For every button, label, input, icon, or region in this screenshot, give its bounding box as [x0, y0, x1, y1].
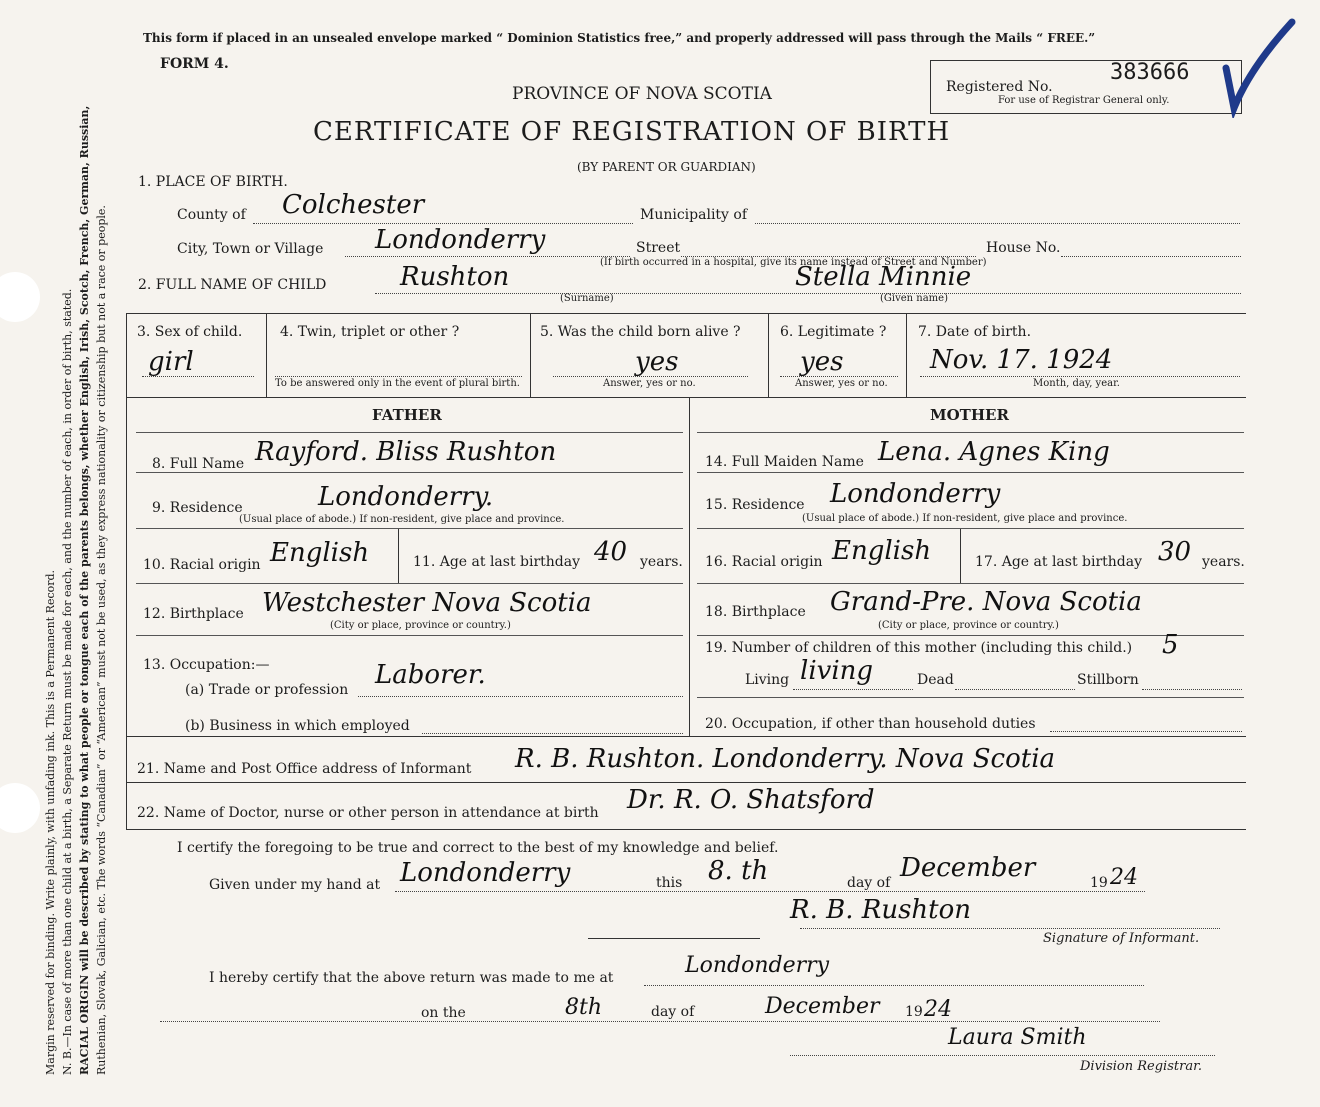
rule-father-residence — [136, 528, 683, 529]
county-line — [253, 223, 633, 224]
divider-4-5 — [530, 314, 531, 397]
form-number: FORM 4. — [160, 56, 229, 72]
rule-mother-racial — [697, 583, 1244, 584]
mother-age-label: 17. Age at last birthday — [975, 554, 1143, 570]
side-notes — [42, 106, 110, 1075]
father-age-value: 40 — [594, 537, 628, 567]
registrar-caption: Division Registrar. — [1080, 1059, 1202, 1074]
doctor-label: 22. Name of Doctor, nurse or other person in attendance at birth — [137, 805, 599, 821]
surname-caption: (Surname) — [560, 293, 614, 304]
sex-value: girl — [148, 347, 194, 377]
divider-6-7 — [906, 314, 907, 397]
signature-line — [800, 928, 1220, 929]
rule-doctor — [126, 829, 1246, 830]
registrar-on-the: on the — [421, 1005, 466, 1021]
document-title: CERTIFICATE OF REGISTRATION OF BIRTH — [313, 117, 951, 147]
registrar-signature: Laura Smith — [948, 1025, 1087, 1050]
given-place: Londonderry — [400, 858, 571, 888]
father-birthplace-label: 12. Birthplace — [143, 606, 244, 622]
legitimate-value: yes — [800, 347, 844, 377]
side-note-4: Ruthenian, Slovak, Galician, etc. The words “Canadian” or “American” must not be used, as they express nationality or citizenship but not a race or people. — [95, 205, 108, 1075]
father-age-label: 11. Age at last birthday — [413, 554, 581, 570]
mother-abode-note: (Usual place of abode.) If non-resident, give place and province. — [802, 513, 1128, 524]
registrar-text: I hereby certify that the above return was made to me at — [209, 970, 614, 986]
sex-label: 3. Sex of child. — [137, 324, 243, 340]
mother-occupation-line — [1050, 731, 1242, 732]
rule-father-name — [136, 472, 683, 473]
legitimate-label: 6. Legitimate ? — [780, 324, 887, 340]
father-name-label: 8. Full Name — [152, 456, 245, 472]
signature-caption: Signature of Informant. — [1043, 931, 1200, 946]
living-label: Living — [745, 672, 790, 688]
rule-parents-bottom — [126, 736, 1246, 737]
business-line — [422, 733, 683, 734]
mother-years-label: years. — [1202, 554, 1245, 570]
registrar-place-line — [644, 985, 1144, 986]
municipality-line — [755, 223, 1240, 224]
father-residence-label: 9. Residence — [152, 500, 243, 516]
mother-occupation-label: 20. Occupation, if other than household duties — [705, 716, 1036, 732]
mother-residence-label: 15. Residence — [705, 497, 805, 513]
mother-heading: MOTHER — [930, 406, 1009, 424]
child-surname: Rushton — [400, 262, 510, 292]
registrar-note: For use of Registrar General only. — [998, 95, 1170, 106]
father-racial-value: English — [270, 538, 370, 568]
divider-3-4 — [266, 314, 267, 397]
dob-label: 7. Date of birth. — [918, 324, 1032, 340]
father-birthplace-value: Westchester Nova Scotia — [262, 588, 592, 618]
certify-text: I certify the foregoing to be true and correct to the best of my knowledge and belief. — [177, 840, 779, 856]
children-count-value: 5 — [1162, 630, 1179, 660]
mother-residence-value: Londonderry — [830, 479, 1001, 509]
father-years-label: years. — [640, 554, 683, 570]
registrar-place: Londonderry — [685, 953, 830, 978]
certify-month: December — [900, 853, 1036, 883]
registrar-day-of: day of — [651, 1004, 695, 1020]
rule-informant — [126, 782, 1246, 783]
this-label: this — [656, 875, 683, 891]
mail-notice: This form if placed in an unsealed envelope marked “ Dominion Statistics free,” and properly addressed will pass through the Mails “ FREE.” — [143, 31, 1096, 45]
municipality-label: Municipality of — [640, 207, 748, 223]
rule-father-racial — [136, 583, 683, 584]
registered-number: 383666 — [1110, 60, 1190, 85]
children-count-label: 19. Number of children of this mother (including this child.) — [705, 640, 1133, 656]
binding-hole-bottom — [0, 783, 40, 833]
mother-name-label: 14. Full Maiden Name — [705, 454, 864, 470]
father-racial-label: 10. Racial origin — [143, 557, 261, 573]
mother-birthplace-label: 18. Birthplace — [705, 604, 806, 620]
mother-age-value: 30 — [1158, 537, 1192, 567]
side-note-1: Margin reserved for binding. Write plainly, with unfading ink. This is a Permanent Record. — [44, 569, 57, 1075]
rule-father-birthplace — [136, 635, 683, 636]
certify-day-of: day of — [847, 875, 891, 891]
registrar-month: December — [765, 994, 880, 1019]
divider-mother-16-17 — [960, 529, 961, 583]
child-name-label: 2. FULL NAME OF CHILD — [138, 277, 327, 293]
father-name-value: Rayford. Bliss Rushton — [255, 437, 557, 467]
dob-note: Month, day, year. — [1033, 378, 1120, 389]
given-label: Given under my hand at — [209, 877, 381, 893]
city-line — [345, 256, 630, 257]
mother-city-note: (City or place, province or country.) — [878, 620, 1059, 631]
city-label: City, Town or Village — [177, 241, 324, 257]
twin-note: To be answered only in the event of plural birth. — [275, 378, 520, 389]
business-label: (b) Business in which employed — [185, 718, 410, 734]
alive-note: Answer, yes or no. — [603, 378, 696, 389]
child-name-line — [375, 293, 1241, 294]
father-city-note: (City or place, province or country.) — [330, 620, 511, 631]
document-subtitle: (BY PARENT OR GUARDIAN) — [577, 160, 756, 174]
dead-label: Dead — [917, 672, 954, 688]
informant-signature: R. B. Rushton — [790, 895, 971, 925]
dob-value: Nov. 17. 1924 — [930, 345, 1113, 375]
mother-racial-label: 16. Racial origin — [705, 554, 823, 570]
child-given-name: Stella Minnie — [795, 262, 972, 292]
legitimate-line — [780, 376, 898, 377]
county-label: County of — [177, 207, 246, 223]
stillborn-line — [1142, 689, 1242, 690]
province-heading: PROVINCE OF NOVA SCOTIA — [512, 84, 772, 104]
certify-day: 8. th — [708, 856, 769, 886]
registrar-year-prefix: 19 — [905, 1004, 923, 1020]
registrar-day: 8th — [565, 995, 603, 1020]
rule-heading-mother — [697, 432, 1244, 433]
rule-mother-name — [697, 472, 1244, 473]
twin-label: 4. Twin, triplet or other ? — [280, 324, 460, 340]
certify-year-suffix: 24 — [1110, 865, 1138, 890]
stillborn-label: Stillborn — [1077, 672, 1139, 688]
trade-label: (a) Trade or profession — [185, 682, 349, 698]
alive-value: yes — [635, 347, 679, 377]
registrar-date-line — [160, 1021, 1160, 1022]
rule-mother-residence — [697, 528, 1244, 529]
side-note-3: RACIAL ORIGIN will be described by stating to what people or tongue each of the parents belongs, whether English, Irish, Scotch, French, German, Russian, — [78, 105, 91, 1075]
form-left-border — [126, 313, 127, 830]
side-note-2: N. B.—In case of more than one child at a birth, a Separate Return must be made for each, and the number of each, in order of birth, stated. — [61, 288, 74, 1075]
divider-father-10-11 — [398, 529, 399, 583]
occupation-label: 13. Occupation:— — [143, 657, 270, 673]
registrar-year-suffix: 24 — [924, 997, 952, 1022]
separator-short — [588, 938, 760, 939]
place-heading: 1. PLACE OF BIRTH. — [138, 174, 288, 190]
living-value: living — [800, 656, 874, 686]
rule-heading-father — [136, 432, 683, 433]
check-mark-icon — [1220, 18, 1300, 118]
dead-line — [955, 689, 1075, 690]
informant-label: 21. Name and Post Office address of Informant — [137, 761, 472, 777]
rule-parents-top — [126, 397, 1246, 398]
divider-5-6 — [768, 314, 769, 397]
father-residence-value: Londonderry. — [318, 482, 494, 512]
parents-divider — [689, 398, 690, 736]
trade-line — [358, 696, 683, 697]
alive-label: 5. Was the child born alive ? — [540, 324, 741, 340]
registrar-signature-line — [790, 1055, 1215, 1056]
legitimate-note: Answer, yes or no. — [795, 378, 888, 389]
rule-child-top — [126, 313, 1246, 314]
given-caption: (Given name) — [880, 293, 948, 304]
binding-hole-top — [0, 272, 40, 322]
registered-label: Registered No. — [946, 79, 1053, 95]
living-line — [793, 689, 913, 690]
house-line — [1061, 256, 1241, 257]
hospital-note: (If birth occurred in a hospital, give its name instead of Street and Number) — [600, 257, 987, 268]
father-abode-note: (Usual place of abode.) If non-resident, give place and province. — [239, 514, 565, 525]
city-value: Londonderry — [375, 225, 546, 255]
mother-name-value: Lena. Agnes King — [878, 437, 1110, 467]
mother-birthplace-value: Grand-Pre. Nova Scotia — [830, 587, 1142, 617]
dob-line — [920, 376, 1240, 377]
informant-value: R. B. Rushton. Londonderry. Nova Scotia — [515, 744, 1056, 774]
doctor-value: Dr. R. O. Shatsford — [627, 785, 875, 815]
trade-value: Laborer. — [375, 660, 486, 690]
county-value: Colchester — [282, 190, 425, 220]
rule-mother-children — [697, 697, 1244, 698]
twin-line — [275, 376, 522, 377]
father-heading: FATHER — [372, 406, 442, 424]
house-label: House No. — [986, 240, 1061, 256]
certify-year-prefix: 19 — [1090, 875, 1108, 891]
sex-line — [142, 376, 254, 377]
street-label: Street — [636, 240, 681, 256]
mother-racial-value: English — [832, 536, 932, 566]
alive-line — [553, 376, 748, 377]
given-line — [395, 891, 1145, 892]
